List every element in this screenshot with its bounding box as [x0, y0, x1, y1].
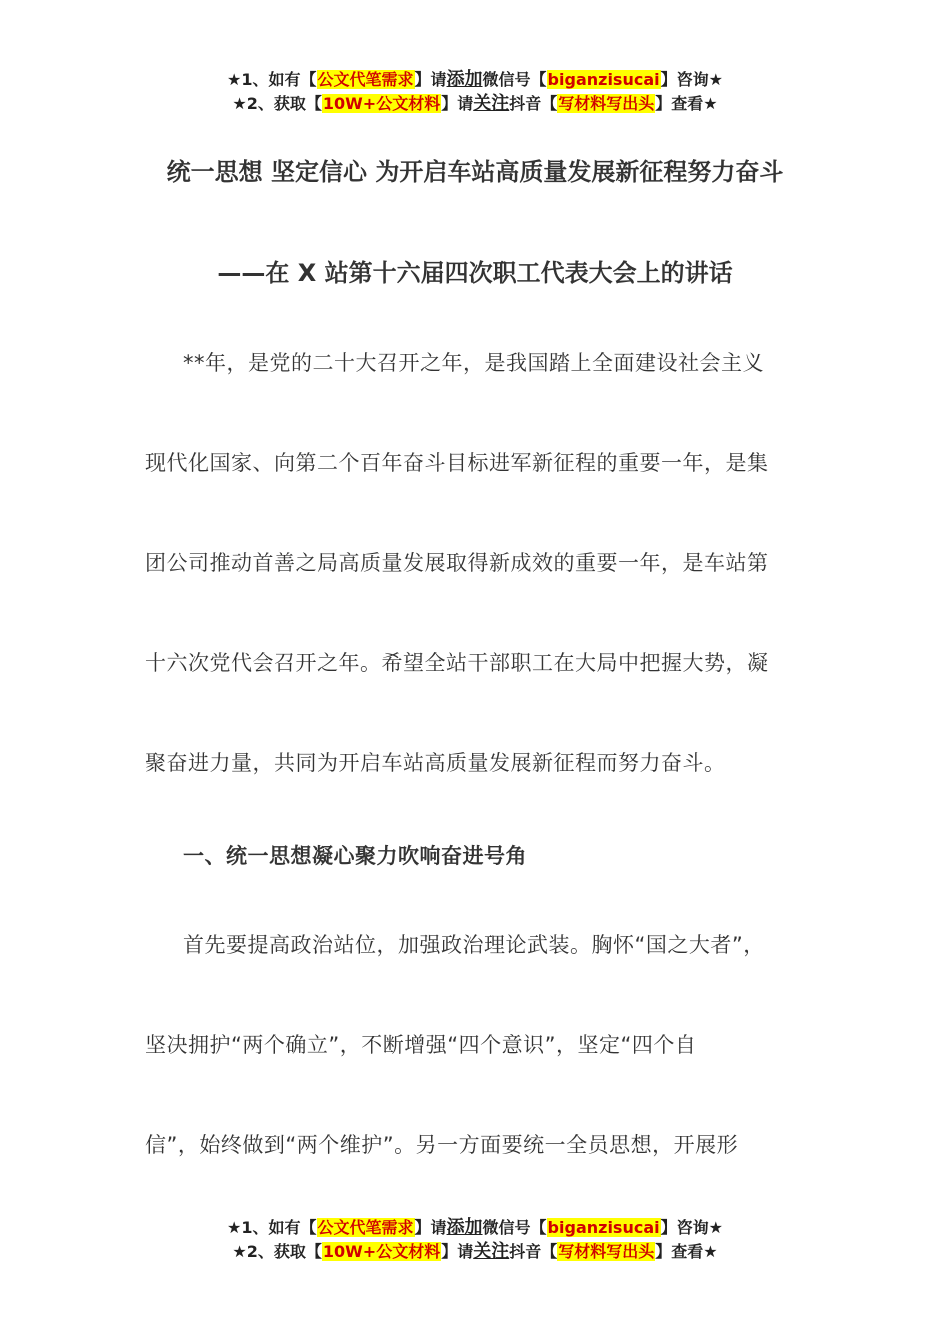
body-line: 聚奋进力量，共同为开启车站高质量发展新征程而努力奋斗。 — [145, 751, 726, 775]
banner-text: 微信号【 — [482, 70, 547, 89]
banner-underlined: 添加 — [446, 1217, 483, 1238]
banner-text: ★1、如有【 — [227, 70, 317, 89]
body-line: 团公司推动首善之局高质量发展取得新成效的重要一年，是车站第 — [145, 551, 769, 575]
banner-line-2 — [0, 1240, 950, 1264]
banner-highlight: 10W+公文材料 — [322, 1242, 441, 1261]
banner-text: 】请 — [441, 1242, 474, 1261]
banner-text: ★1、如有【 — [227, 1218, 317, 1237]
banner-highlight: 公文代笔需求 — [317, 1218, 414, 1237]
body-line: 十六次党代会召开之年。希望全站干部职工在大局中把握大势，凝 — [145, 651, 769, 675]
banner-text: 抖音【 — [509, 94, 558, 113]
banner-text: 微信号【 — [482, 1218, 547, 1237]
body-line: **年，是党的二十大召开之年，是我国踏上全面建设社会主义 — [183, 351, 764, 375]
banner-text: 】咨询★ — [660, 1218, 723, 1237]
banner-underlined: 关注 — [473, 93, 510, 114]
banner-text: 抖音【 — [509, 1242, 558, 1261]
banner-text: 】咨询★ — [660, 70, 723, 89]
document-title: 统一思想 坚定信心 为开启车站高质量发展新征程努力奋斗 — [166, 158, 784, 186]
banner-text: 】请 — [414, 70, 447, 89]
body-line: 首先要提高政治站位，加强政治理论武装。胸怀“国之大者”， — [183, 933, 765, 957]
document-subtitle: ——在 X 站第十六届四次职工代表大会上的讲话 — [217, 259, 733, 287]
top-banner — [0, 68, 950, 116]
banner-highlight: biganzisucai — [547, 1218, 660, 1237]
banner-highlight: 公文代笔需求 — [317, 70, 414, 89]
banner-underlined: 添加 — [446, 69, 483, 90]
body-line: 现代化国家、向第二个百年奋斗目标进军新征程的重要一年，是集 — [145, 451, 769, 475]
banner-highlight: 10W+公文材料 — [322, 94, 441, 113]
banner-line-2 — [0, 92, 950, 116]
banner-text: 】请 — [414, 1218, 447, 1237]
banner-line-1 — [0, 68, 950, 92]
banner-highlight: 写材料写出头 — [558, 94, 655, 113]
body-line: 坚决拥护“两个确立”，不断增强“四个意识”，坚定“四个自 — [145, 1033, 697, 1057]
bottom-banner — [0, 1216, 950, 1264]
banner-text: ★2、获取【 — [232, 1242, 322, 1261]
banner-text: 】查看★ — [655, 1242, 718, 1261]
banner-underlined: 关注 — [473, 1241, 510, 1262]
banner-text: 】请 — [441, 94, 474, 113]
banner-text: ★2、获取【 — [232, 94, 322, 113]
body-line: 信”，始终做到“两个维护”。另一方面要统一全员思想，开展形 — [145, 1133, 739, 1157]
banner-text: 】查看★ — [655, 94, 718, 113]
banner-line-1 — [0, 1216, 950, 1240]
section-heading: 一、统一思想凝心聚力吹响奋进号角 — [183, 844, 527, 868]
banner-highlight: biganzisucai — [547, 70, 660, 89]
banner-highlight: 写材料写出头 — [558, 1242, 655, 1261]
